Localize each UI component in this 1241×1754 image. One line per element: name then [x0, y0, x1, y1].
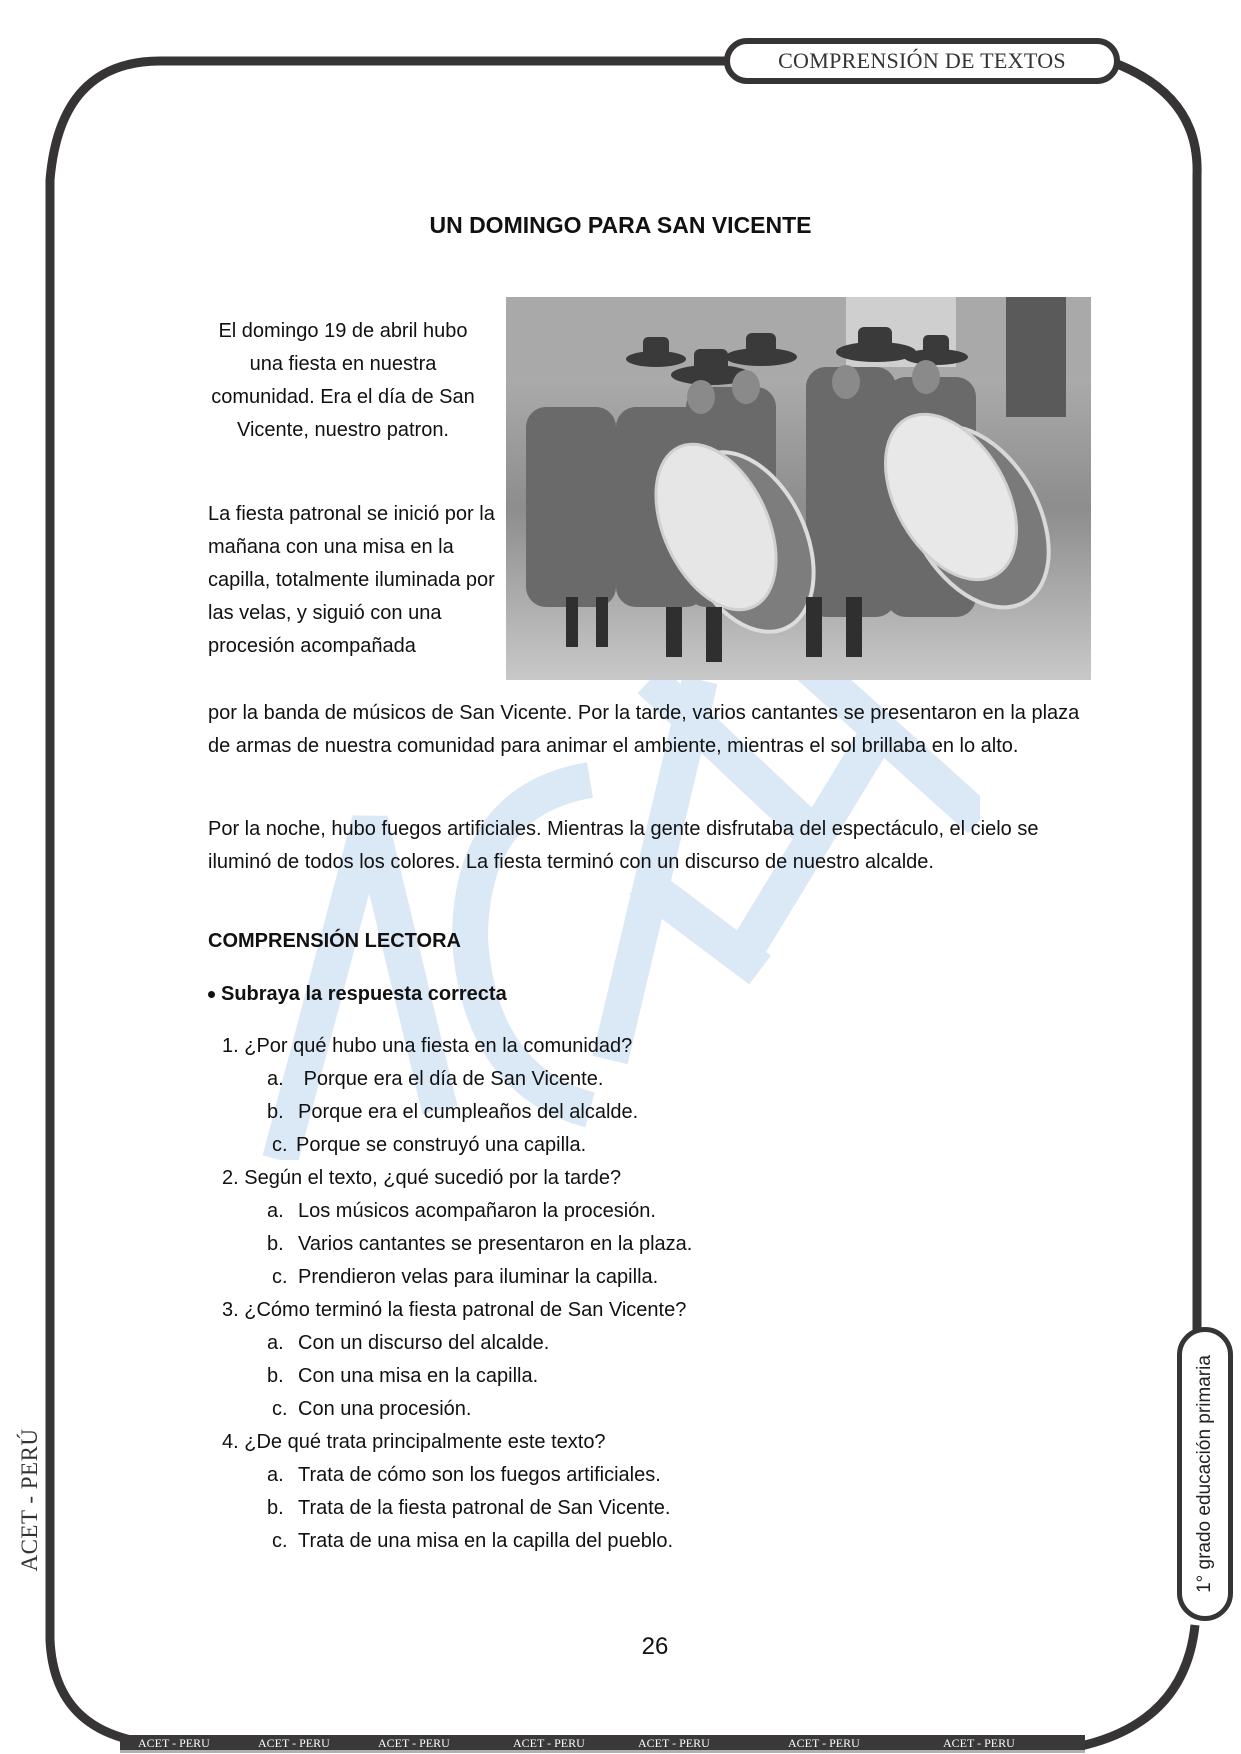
question-number: 3. — [222, 1299, 239, 1321]
option-letter: a. — [267, 1200, 284, 1222]
question-text: ¿Cómo terminó la fiesta patronal de San Vicente? — [244, 1299, 687, 1321]
option-letter: a. — [267, 1464, 284, 1486]
section-header-label: COMPRENSIÓN DE TEXTOS — [778, 48, 1066, 73]
question-number: 4. — [222, 1431, 239, 1453]
answer-option[interactable] — [222, 1129, 692, 1162]
answer-option[interactable] — [222, 1393, 692, 1426]
page-number: 26 — [641, 1633, 669, 1660]
instruction-text: Subraya la respuesta correcta — [221, 983, 507, 1005]
option-letter: c. — [272, 1530, 288, 1552]
paragraph-3: Por la noche, hubo fuegos artificiales. Mientras la gente disfrutaba del espectáculo, el cielo se iluminó de todos los colores. La fiesta terminó con un discurso de nuestro alcalde. — [208, 818, 1039, 873]
option-letter: b. — [267, 1497, 284, 1519]
option-text: Porque era el día de San Vicente. — [303, 1068, 604, 1090]
question-1 — [222, 1030, 692, 1063]
option-letter: b. — [267, 1233, 284, 1255]
bottom-brand-item: ACET - PERU — [258, 1736, 330, 1750]
story-title: UN DOMINGO PARA SAN VICENTE — [429, 212, 812, 238]
option-text: Con una procesión. — [298, 1398, 472, 1420]
instruction — [208, 983, 507, 1006]
option-text: Porque se construyó una capilla. — [296, 1134, 587, 1156]
bullet-icon — [208, 991, 215, 998]
paragraph-2: La fiesta patronal se inició por la mañana con una misa en la capilla, totalmente iluminada por las velas, y siguió con una procesión acompañada — [208, 503, 495, 657]
bottom-brand-item: ACET - PERU — [513, 1736, 585, 1750]
question-3 — [222, 1294, 692, 1327]
bottom-brand-item: ACET - PERU — [638, 1736, 710, 1750]
answer-option[interactable] — [222, 1459, 692, 1492]
grade-label-pill — [1177, 1327, 1233, 1621]
option-text: Trata de cómo son los fuegos artificiales. — [298, 1464, 661, 1486]
option-letter: a. — [267, 1332, 284, 1354]
answer-option[interactable] — [222, 1063, 692, 1096]
answer-option[interactable] — [222, 1096, 692, 1129]
frame-border-right — [1112, 62, 1197, 1330]
answer-option[interactable] — [222, 1327, 692, 1360]
option-text: Con un discurso del alcalde. — [298, 1332, 550, 1354]
option-letter: b. — [267, 1101, 284, 1123]
question-text: ¿Por qué hubo una fiesta en la comunidad? — [244, 1035, 633, 1057]
answer-option[interactable] — [222, 1525, 692, 1558]
option-text: Con una misa en la capilla. — [298, 1365, 539, 1387]
option-text: Porque era el cumpleaños del alcalde. — [298, 1101, 639, 1123]
answer-option[interactable] — [222, 1360, 692, 1393]
option-text: Prendieron velas para iluminar la capilla. — [298, 1266, 659, 1288]
option-letter: c. — [272, 1134, 288, 1156]
comprehension-heading: COMPRENSIÓN LECTORA — [208, 930, 461, 952]
option-text: Los músicos acompañaron la procesión. — [298, 1200, 656, 1222]
option-text: Trata de una misa en la capilla del pueblo. — [298, 1530, 674, 1552]
paragraph-2-continued: por la banda de músicos de San Vicente. Por la tarde, varios cantantes se presentaron en la plaza de armas de nuestra comunidad para animar el ambiente, mientras el sol brillaba en lo alto. — [208, 702, 1080, 757]
grade-label: 1° grado educación primaria — [1194, 1355, 1215, 1593]
option-text: Trata de la fiesta patronal de San Vicente. — [298, 1497, 671, 1519]
question-2 — [222, 1162, 692, 1195]
answer-option[interactable] — [222, 1195, 692, 1228]
answer-option[interactable] — [222, 1492, 692, 1525]
option-letter: a. — [267, 1068, 284, 1090]
bottom-brand-item: ACET - PERU — [788, 1736, 860, 1750]
option-letter: b. — [267, 1365, 284, 1387]
bottom-brand-item: ACET - PERU — [943, 1736, 1015, 1750]
option-letter: c. — [272, 1266, 288, 1288]
bottom-brand-bar — [120, 1735, 1070, 1751]
question-text: ¿De qué trata principalmente este texto? — [244, 1431, 606, 1453]
question-number: 1. — [222, 1035, 239, 1057]
festival-photo — [506, 297, 1091, 680]
answer-option[interactable] — [222, 1228, 692, 1261]
bottom-brand-item: ACET - PERU — [138, 1736, 210, 1750]
answer-option[interactable] — [222, 1261, 692, 1294]
option-text: Varios cantantes se presentaron en la plaza. — [298, 1233, 693, 1255]
question-4 — [222, 1426, 692, 1459]
question-number: 2. — [222, 1167, 239, 1189]
intro-paragraph: El domingo 19 de abril hubo una fiesta en nuestra comunidad. Era el día de San Vicente, nuestro patron. — [211, 320, 475, 441]
option-letter: c. — [272, 1398, 288, 1420]
brand-label: ACET - PERÚ — [17, 1428, 42, 1572]
question-text: Según el texto, ¿qué sucedió por la tarde? — [244, 1167, 622, 1189]
brand-vertical — [0, 1400, 60, 1600]
question-list — [222, 1030, 692, 1558]
bottom-brand-item: ACET - PERU — [378, 1736, 450, 1750]
section-header-pill — [724, 38, 1120, 84]
